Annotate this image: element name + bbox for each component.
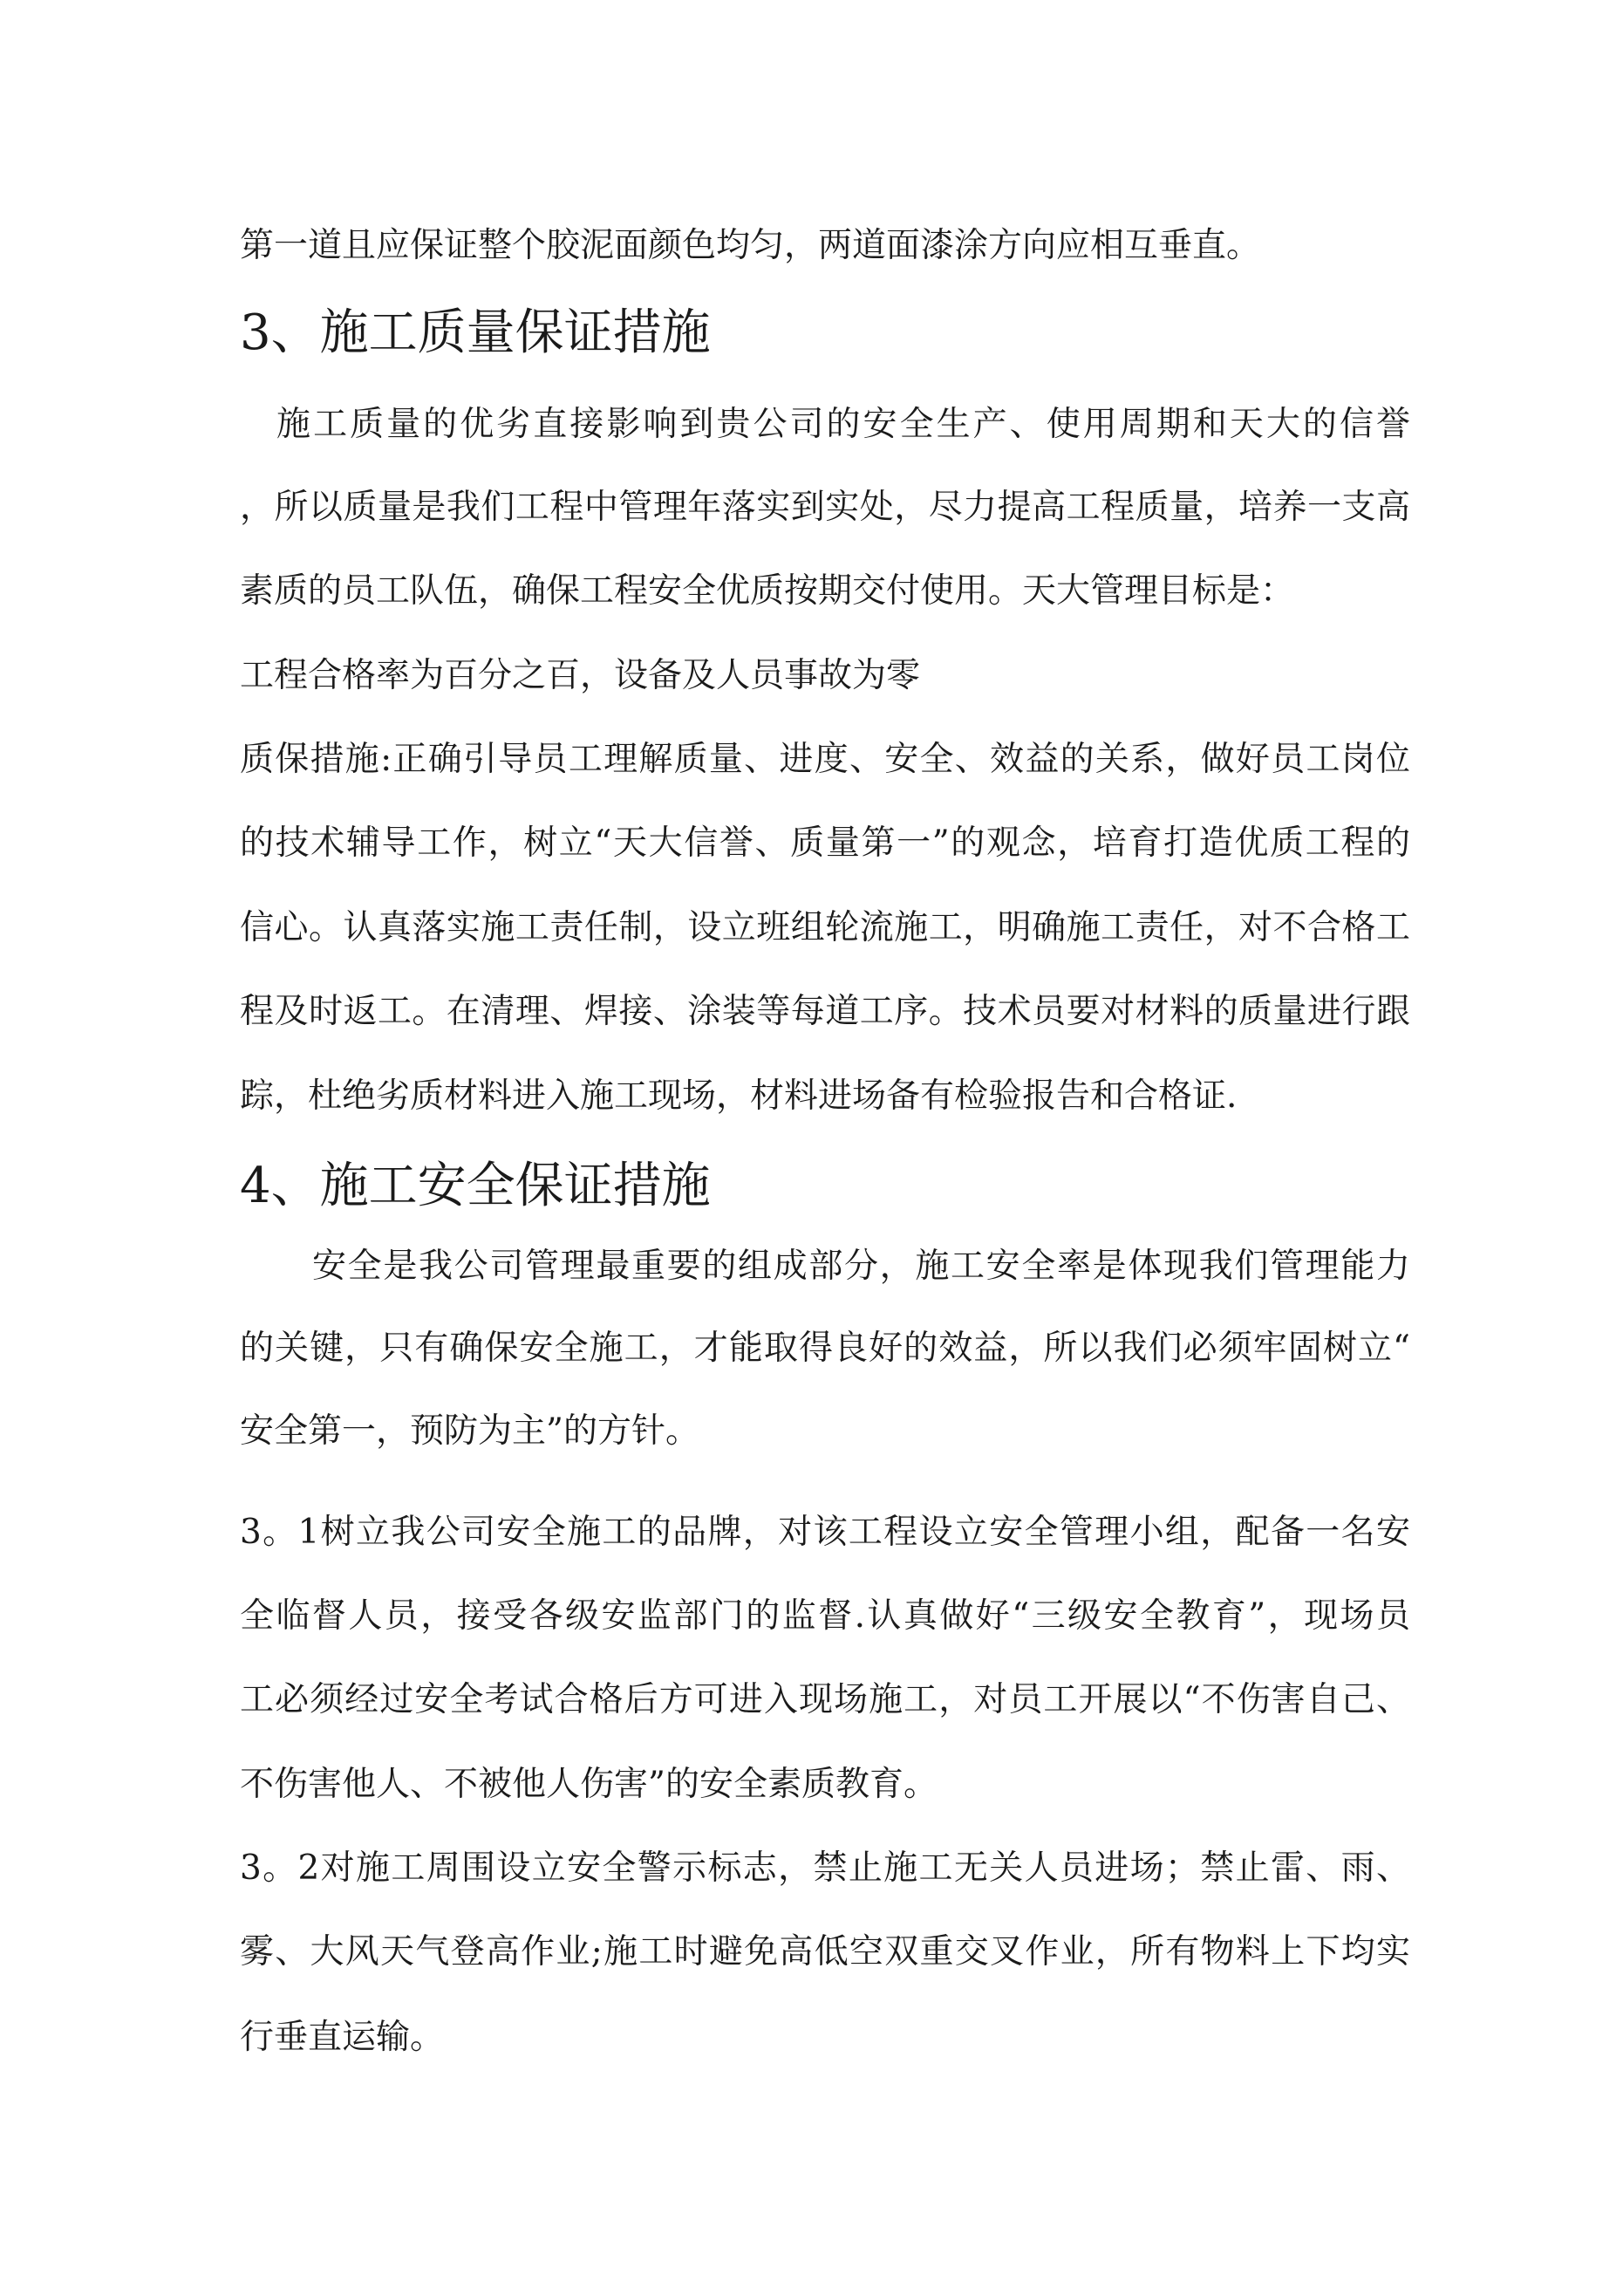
paragraph-line: 3。2对施工周围设立安全警示标志，禁止施工无关人员进场；禁止雷、雨、 bbox=[240, 1848, 1410, 1888]
paragraph-line: ，所以质量是我们工程中管理年落实到实处，尽力提高工程质量，培养一支高 bbox=[240, 488, 1410, 527]
paragraph-line: 质保措施:正确引导员工理解质量、进度、安全、效益的关系，做好员工岗位 bbox=[240, 740, 1410, 779]
paragraph-line: 安全第一，预防为主”的方针。 bbox=[240, 1411, 699, 1451]
paragraph-line: 的关键，只有确保安全施工，才能取得良好的效益，所以我们必须牢固树立“ bbox=[240, 1329, 1410, 1368]
paragraph-line: 第一道且应保证整个胶泥面颜色均匀，两道面漆涂方向应相互垂直。 bbox=[240, 226, 1261, 265]
section-heading-3: 3、施工质量保证措施 bbox=[240, 304, 711, 361]
paragraph-line: 不伤害他人、不被他人伤害”的安全素质教育。 bbox=[240, 1765, 938, 1804]
section-heading-4: 4、施工安全保证措施 bbox=[240, 1158, 711, 1214]
paragraph-line: 雾、大风天气登高作业;施工时避免高低空双重交叉作业，所有物料上下均实 bbox=[240, 1932, 1410, 1971]
paragraph-line: 踪，杜绝劣质材料进入施工现场，材料进场备有检验报告和合格证. bbox=[240, 1076, 1238, 1116]
paragraph-line: 行垂直运输。 bbox=[240, 2018, 445, 2057]
paragraph-line: 安全是我公司管理最重要的组成部分，施工安全率是体现我们管理能力 bbox=[312, 1247, 1410, 1286]
paragraph-line: 素质的员工队伍，确保工程安全优质按期交付使用。天大管理目标是： bbox=[240, 571, 1295, 611]
paragraph-line: 工程合格率为百分之百，设备及人员事故为零 bbox=[240, 656, 921, 695]
paragraph-line: 3。1树立我公司安全施工的品牌，对该工程设立安全管理小组，配备一名安 bbox=[240, 1513, 1410, 1552]
paragraph-line: 程及时返工。在清理、焊接、涂装等每道工序。技术员要对材料的质量进行跟 bbox=[240, 992, 1410, 1031]
paragraph-line: 施工质量的优劣直接影响到贵公司的安全生产、使用周期和天大的信誉 bbox=[240, 405, 1410, 444]
paragraph-line: 工必须经过安全考试合格后方可进入现场施工，对员工开展以“不伤害自己、 bbox=[240, 1680, 1410, 1719]
paragraph-line: 信心。认真落实施工责任制，设立班组轮流施工，明确施工责任，对不合格工 bbox=[240, 908, 1410, 947]
paragraph-line: 全临督人员，接受各级安监部门的监督.认真做好“三级安全教育”，现场员 bbox=[240, 1596, 1410, 1636]
paragraph-line: 的技术辅导工作，树立“天大信誉、质量第一”的观念，培育打造优质工程的 bbox=[240, 823, 1410, 863]
